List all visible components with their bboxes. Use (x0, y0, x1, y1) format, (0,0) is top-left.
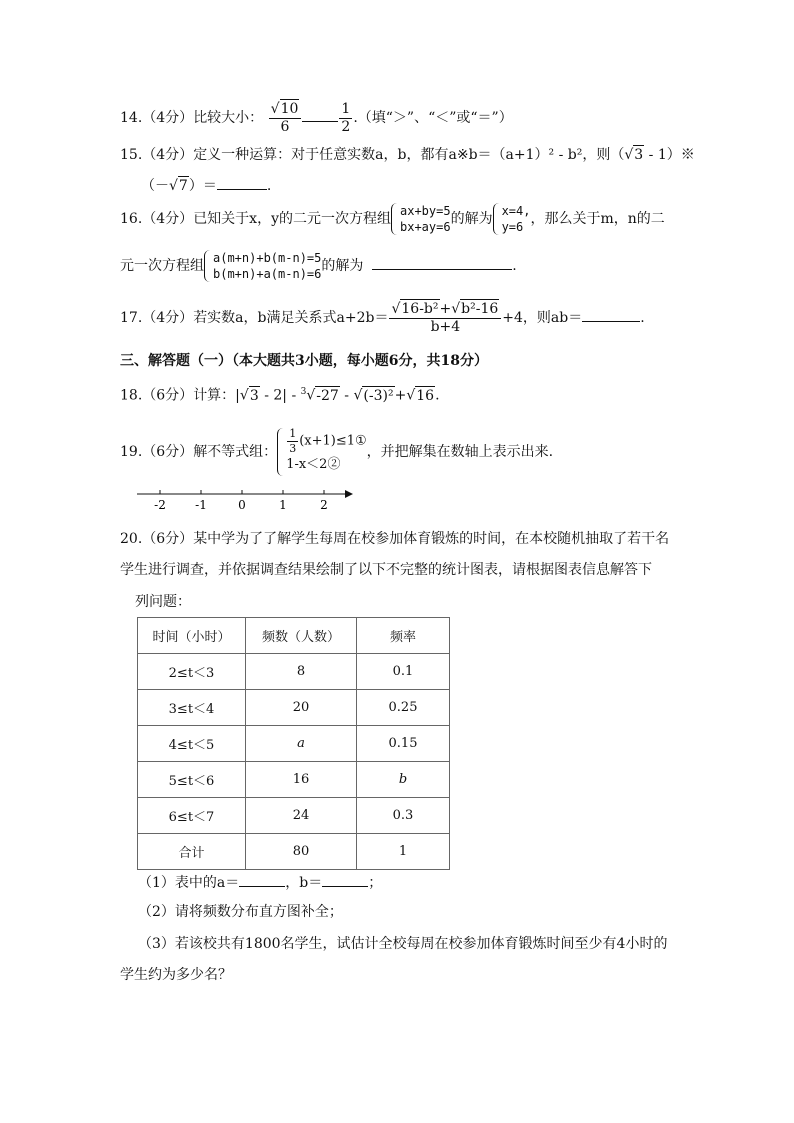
table-cell: 合计 (138, 834, 246, 870)
table-cell: 2≤t＜3 (138, 654, 246, 690)
question-text: ）＝ (188, 178, 217, 194)
table-cell: 3≤t＜4 (138, 690, 246, 726)
fraction-sqrt10-over-6: $\frac{√10}{6}$ (269, 102, 302, 134)
answer-blank-b[interactable] (322, 874, 368, 887)
table-cell: 0.25 (357, 690, 450, 726)
question-score: （6分） (142, 444, 194, 461)
question-text: 解不等式组： (193, 444, 278, 461)
axis-tick-label: 2 (320, 498, 328, 512)
question-number: 17. (120, 310, 143, 327)
question-number: 15. (120, 147, 143, 163)
table-header-row (138, 618, 450, 654)
table-cell: 24 (246, 798, 357, 834)
question-15: 15.（4分）定义一种运算：对于任意实数a，b，都有a※b＝（a+1）² - b²，则（√3 - 1）※ (120, 147, 695, 163)
table-row (138, 834, 450, 870)
question-16-line2 (120, 250, 517, 282)
question-text: 某中学为了了解学生每周在校参加体育锻炼的时间，在本校随机抽取了若干名 (193, 531, 670, 547)
question-text: .（填“＞”、“＜”或“＝”） (353, 110, 513, 127)
question-text: . (640, 310, 645, 327)
question-score: （4分） (142, 147, 194, 163)
equation-system: a(m+n)+b(m-n)=5 b(m+n)+a(m-n)=6 (204, 250, 321, 282)
question-number: 14. (120, 110, 143, 127)
question-text: 比较大小： (193, 110, 264, 127)
question-17 (120, 302, 645, 334)
axis-tick-label: 1 (279, 498, 287, 512)
table-cell: 0.1 (357, 654, 450, 690)
question-number: 19. (120, 444, 143, 461)
table-row (138, 798, 450, 834)
table-cell: 1 (357, 834, 450, 870)
table-cell: 4≤t＜5 (138, 726, 246, 762)
question-text: ，并把解集在数轴上表示出来. (366, 444, 554, 461)
axis-tick-label: 0 (238, 498, 246, 512)
table-cell: a (246, 726, 357, 762)
question-20-line2: 学生进行调查，并依据调查结果绘制了以下不完整的统计图表，请根据图表信息解答下 (120, 562, 652, 578)
question-text: 定义一种运算：对于任意实数a，b，都有a※b＝（a+1）² - b²，则（ (193, 147, 625, 163)
question-text: 的解为 (321, 258, 364, 274)
question-text: 已知关于x，y的二元一次方程组 (193, 211, 391, 227)
answer-blank[interactable] (372, 257, 512, 270)
question-text: . (512, 258, 517, 274)
question-14 (120, 102, 513, 134)
answer-blank[interactable] (582, 309, 640, 322)
question-text: 元一次方程组 (120, 258, 204, 274)
question-16 (120, 203, 665, 235)
radicand: 3 (634, 147, 644, 163)
question-text: 若实数a，b满足关系式a+2b＝ (193, 310, 389, 327)
inequality-system: $\frac{1}{3}$ (x+1)≤1① 1-x＜2② (277, 428, 366, 476)
table-cell: 16 (246, 762, 357, 798)
question-number: 16. (120, 211, 143, 227)
radicand: 7 (178, 178, 188, 194)
axis-tick-label: -1 (195, 498, 207, 512)
table-cell: 0.15 (357, 726, 450, 762)
table-header-cell: 时间（小时） (138, 618, 246, 654)
frequency-table (137, 617, 450, 870)
table-cell: 20 (246, 690, 357, 726)
question-number: 18. (120, 387, 143, 404)
question-20-line3: 列问题： (135, 594, 191, 610)
table-row (138, 726, 450, 762)
answer-blank[interactable] (217, 177, 267, 190)
answer-blank[interactable] (302, 109, 338, 122)
question-19 (120, 428, 553, 476)
question-score: （6分） (142, 531, 194, 547)
sub-question-2: （2）请将频数分布直方图补全； (138, 904, 343, 920)
question-15-line2: （－√7）＝ . (141, 178, 272, 194)
question-score: （4分） (142, 110, 194, 127)
question-number: 20. (120, 531, 143, 547)
table-row (138, 654, 450, 690)
section-heading: 三、解答题（一）（本大题共3小题，每小题6分，共18分） (120, 353, 488, 369)
fraction-one-half: $\frac{1}{2}$ (341, 101, 351, 135)
question-text: +4，则ab＝ (502, 310, 583, 327)
question-score: （4分） (142, 310, 194, 327)
table-cell: 8 (246, 654, 357, 690)
sub-question-3: （3）若该校共有1800名学生，试估计全校每周在校参加体育锻炼时间至少有4小时的 (138, 936, 668, 952)
table-row (138, 690, 450, 726)
question-text: - 1）※ (644, 147, 695, 163)
table-cell: 6≤t＜7 (138, 798, 246, 834)
question-20 (120, 532, 669, 546)
question-text: 的解为 (450, 211, 493, 227)
question-score: （6分） (142, 387, 194, 404)
table-cell: 5≤t＜6 (138, 762, 246, 798)
question-18: 18.（6分）计算：|√3 - 2| - $^3$√-27 - √(-3)²+√16. (120, 387, 440, 404)
sub-question-3-line2: 学生约为多少名？ (120, 967, 232, 983)
fraction-expression: $\frac{\text{√16-b²+√b²-16}}{b+4}$ (389, 302, 501, 334)
table-row (138, 762, 450, 798)
sub-question-1: （1）表中的a＝ ，b＝ ； (138, 875, 383, 891)
table-cell: 0.3 (357, 798, 450, 834)
question-text: 计算：| (193, 387, 240, 404)
axis-tick-label: -2 (154, 498, 166, 512)
question-text: （－ (141, 178, 169, 194)
question-score: （4分） (142, 211, 194, 227)
answer-blank-a[interactable] (239, 874, 285, 887)
table-header-cell: 频数（人数） (246, 618, 357, 654)
question-text: ，那么关于m，n的二 (530, 211, 665, 227)
table-header-cell: 频率 (357, 618, 450, 654)
table-cell: 80 (246, 834, 357, 870)
equation-system: ax+by=5 bx+ay=6 (391, 203, 451, 235)
solution-system: x=4, y=6 (493, 203, 531, 235)
number-line (135, 485, 365, 513)
table-cell: b (357, 762, 450, 798)
question-text: . (266, 178, 272, 194)
